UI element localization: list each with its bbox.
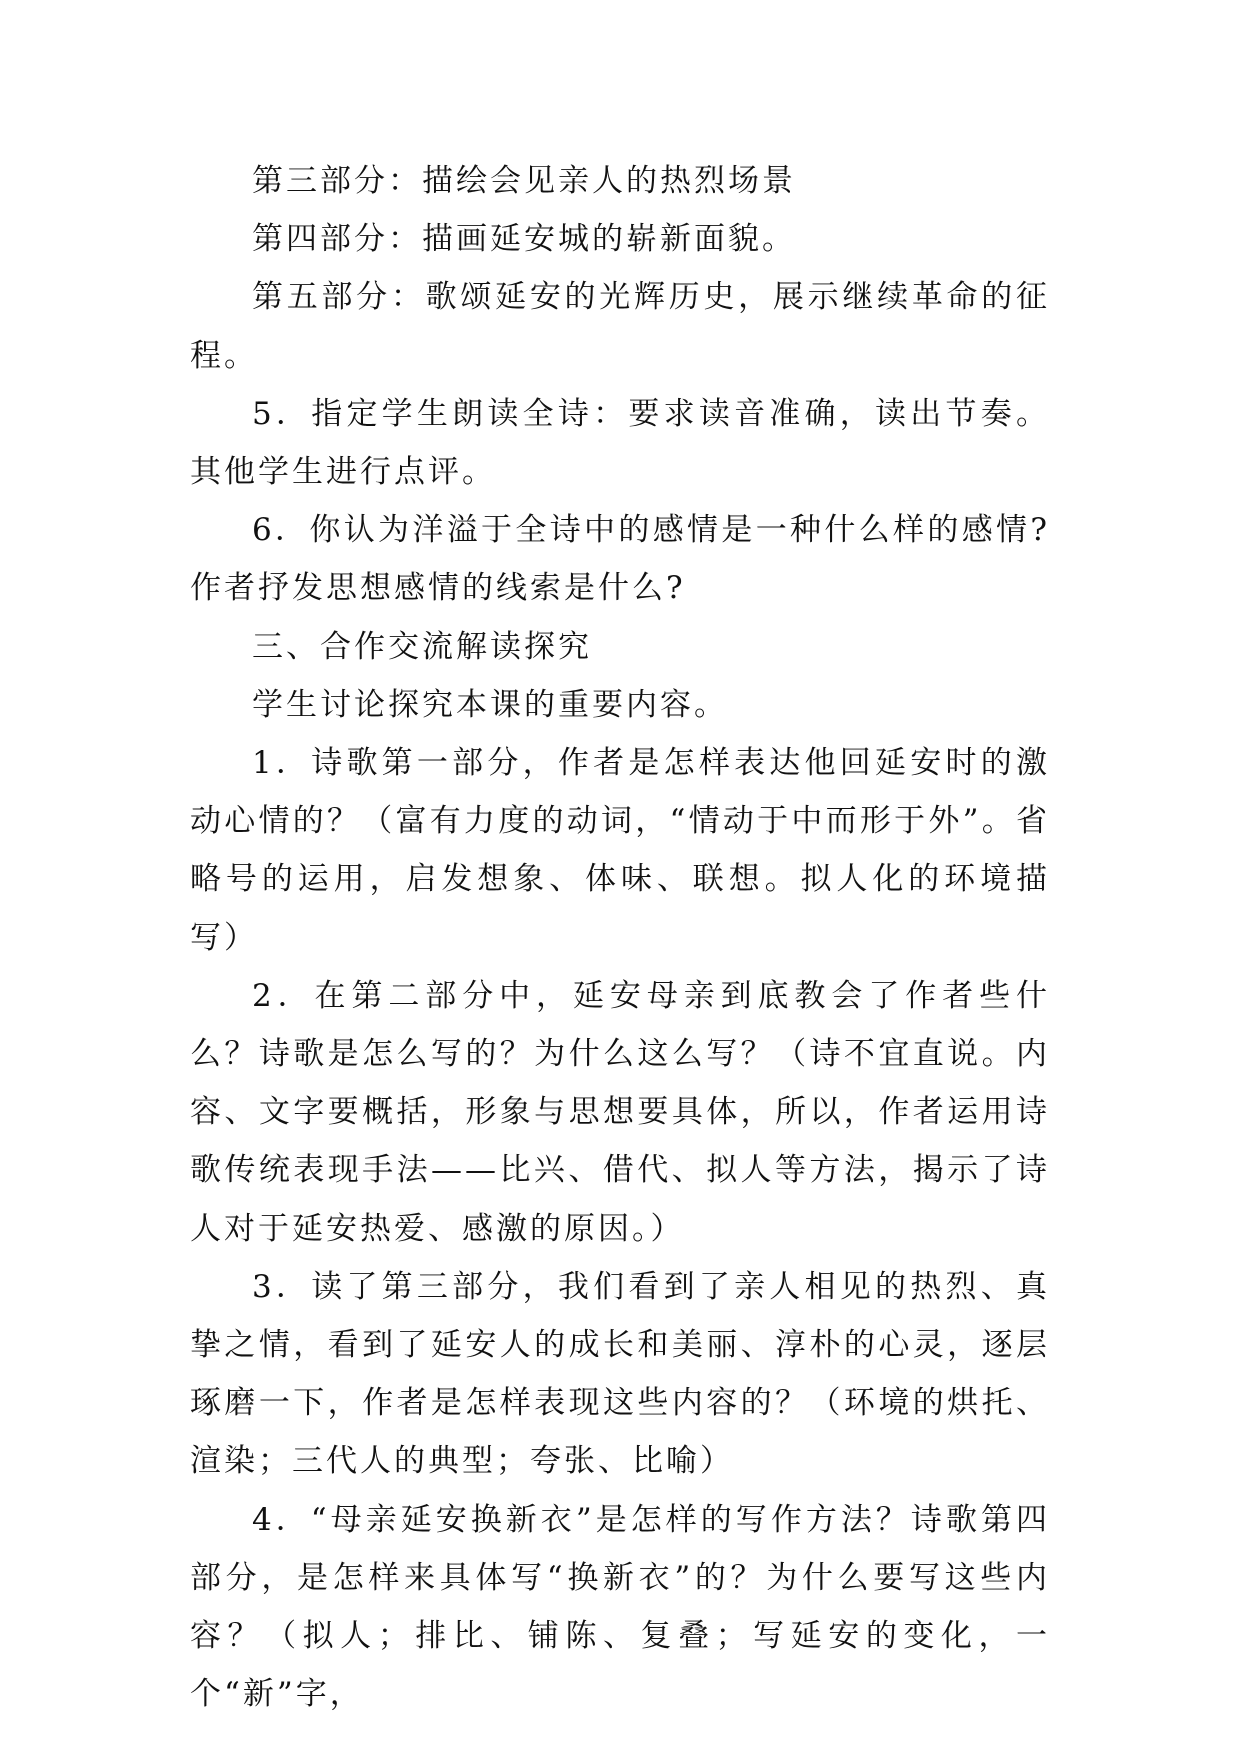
document-body xyxy=(190,152,1050,1723)
paragraph-step-5: 5．指定学生朗读全诗：要求读音准确，读出节奏。其他学生进行点评。 xyxy=(190,395,1050,491)
paragraph-question-1: 1．诗歌第一部分，作者是怎样表达他回延安时的激动心情的？（富有力度的动词，“情动于中而形于外”。省略号的运用，启发想象、体味、联想。拟人化的环境描写） xyxy=(190,745,1050,956)
section-heading: 三、合作交流解读探究 xyxy=(252,628,592,665)
paragraph-discussion-intro: 学生讨论探究本课的重要内容。 xyxy=(252,686,728,723)
paragraph-question-2: 2．在第二部分中，延安母亲到底教会了作者些什么？诗歌是怎么写的？为什么这么写？（诗不宜直说。内容、文字要概括，形象与思想要具体，所以，作者运用诗歌传统表现手法——比兴、借代、拟人等方法，揭示了诗人对于延安热爱、感激的原因。） xyxy=(190,977,1050,1247)
paragraph-question-4: 4．“母亲延安换新衣”是怎样的写作方法？诗歌第四部分，是怎样来具体写“换新衣”的？为什么要写这些内容？（拟人；排比、铺陈、复叠；写延安的变化，一个“新”字， xyxy=(190,1501,1050,1713)
paragraph-part-three: 第三部分：描绘会见亲人的热烈场景 xyxy=(252,163,796,199)
paragraph-part-four: 第四部分：描画延安城的崭新面貌。 xyxy=(252,221,796,258)
paragraph-step-6: 6．你认为洋溢于全诗中的感情是一种什么样的感情?作者抒发思想感情的线索是什么? xyxy=(190,512,1050,607)
paragraph-part-five: 第五部分：歌颂延安的光辉历史，展示继续革命的征程。 xyxy=(190,279,1050,374)
paragraph-question-3: 3．读了第三部分，我们看到了亲人相见的热烈、真挚之情，看到了延安人的成长和美丽、淳朴的心灵，逐层琢磨一下，作者是怎样表现这些内容的？（环境的烘托、渲染；三代人的典型；夸张、比喻） xyxy=(190,1268,1050,1480)
